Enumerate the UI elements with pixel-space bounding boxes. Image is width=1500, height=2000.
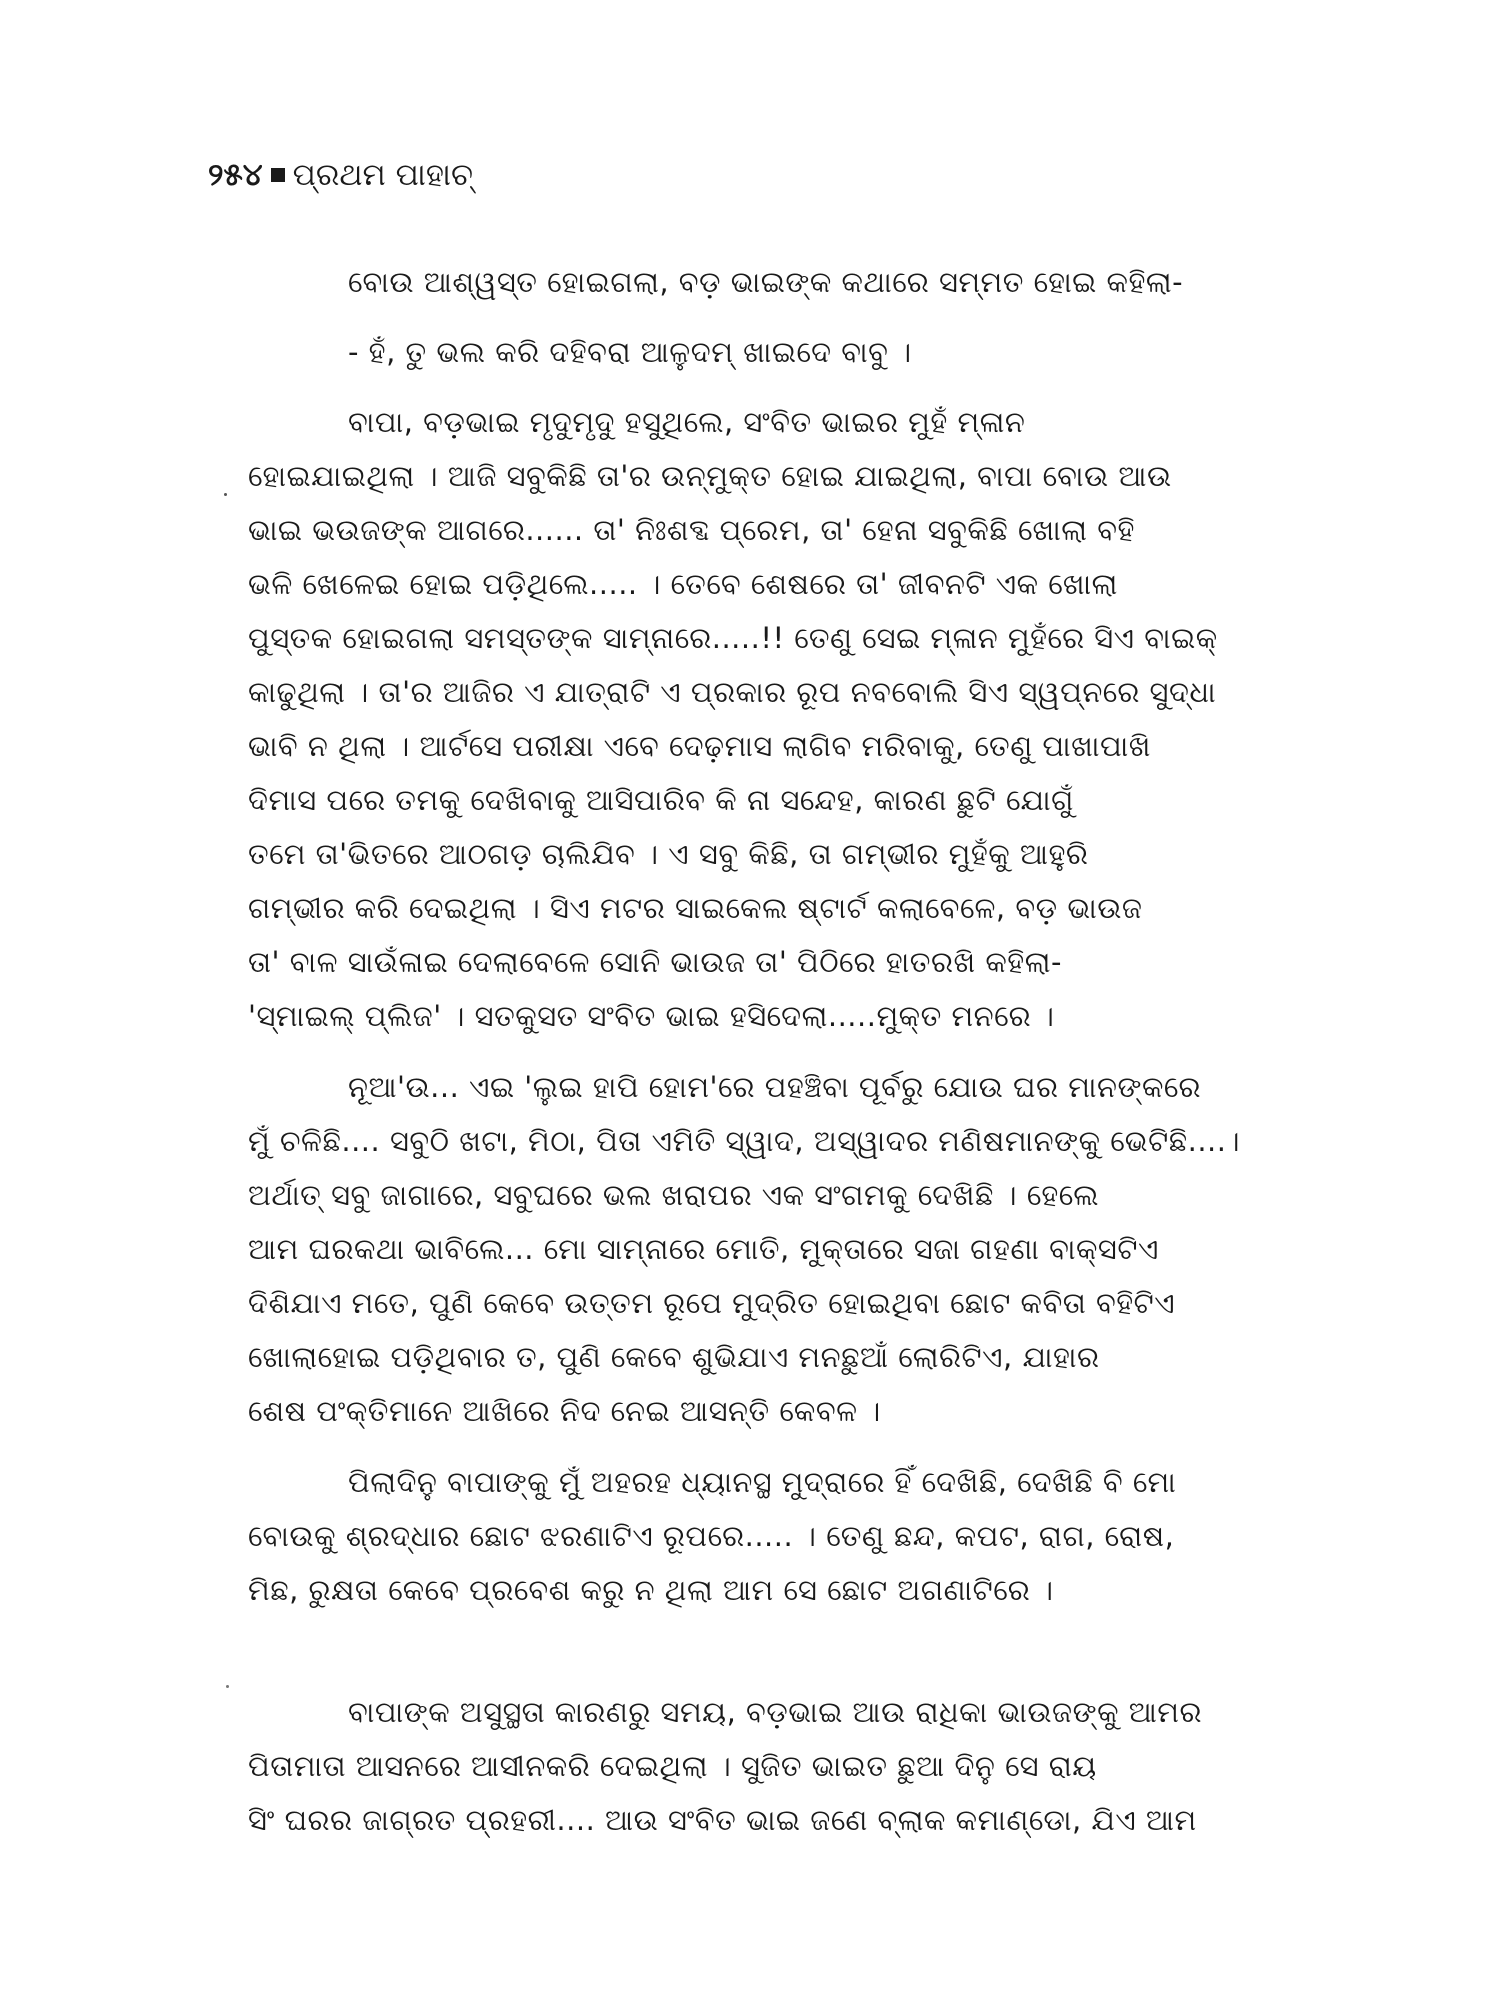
text-line: ବାପାଙ୍କ ଅସୁସ୍ଥତା କାରଣରୁ ସମୟ, ବଡ଼ଭାଇ ଆଉ ରାଧିକା ଭାଉଜଙ୍କୁ ଆମର (348, 1695, 1202, 1729)
scan-speck (224, 493, 227, 496)
book-title: ପ୍ରଥମ ପାହାଚ୍ (292, 157, 474, 193)
paragraph-6 (248, 1685, 1202, 1847)
header-square-bullet (271, 168, 285, 182)
text-line: ବୋଉକୁ ଶ୍ରଦ୍ଧାର ଛୋଟ ଝରଣାଟିଏ ରୂପରେ..... । ତେଣୁ ଛନ୍ଦ, କପଟ, ରାଗ, ରୋଷ, (248, 1519, 1175, 1553)
text-line: ଶେଷ ପଂକ୍ତିମାନେ ଆଖିରେ ନିଦ ନେଇ ଆସନ୍ତି କେବଳ । (248, 1394, 881, 1428)
page-number: ୨୫୪ (208, 157, 263, 193)
text-line: ଗମ୍ଭୀର କରି ଦେଇଥିଲା । ସିଏ ମଟର ସାଇକେଲ ଷ୍ଟାର୍ଟ କଲାବେଳେ, ବଡ଼ ଭାଉଜ (248, 891, 1143, 925)
text-line: 'ସ୍ମାଇଲ୍ ପ୍ଲିଜ' । ସତକୁସତ ସଂବିତ ଭାଇ ହସିଦେଲା.....ମୁକ୍ତ ମନରେ । (248, 999, 1055, 1033)
text-line: ଭାବି ନ ଥିଲା । ଆର୍ଟସେ ପରୀକ୍ଷା ଏବେ ଦେଢ଼ମାସ ଲାଗିବ ମରିବାକୁ, ତେଣୁ ପାଖାପାଖି (248, 729, 1151, 763)
paragraph-4 (248, 1060, 1241, 1438)
text-line: ବୋଉ ଆଶ୍ୱସ୍ତ ହୋଇଗଲା, ବଡ଼ ଭାଇଙ୍କ କଥାରେ ସମ୍ମତ ହୋଇ କହିଲା- (348, 265, 1184, 299)
text-line: ଭାଇ ଭଉଜଙ୍କ ଆଗରେ...... ତା' ନିଃଶବ୍ଦ ପ୍ରେମ, ତା' ହେନା ସବୁକିଛି ଖୋଲା ବହି (248, 513, 1135, 547)
text-line: ପିଲାଦିନୁ ବାପାଙ୍କୁ ମୁଁ ଅହରହ ଧ୍ୟାନସ୍ଥ ମୁଦ୍ରାରେ ହିଁ ଦେଖିଛି, ଦେଖିଛି ବି ମୋ (348, 1465, 1177, 1499)
text-line: ଅର୍ଥାତ୍ ସବୁ ଜାଗାରେ, ସବୁଘରେ ଭଲ ଖରାପର ଏକ ସଂଗମକୁ ଦେଖିଛି । ହେଲେ (248, 1178, 1100, 1212)
paragraph-1 (348, 255, 1183, 309)
text-line: ଦିମାସ ପରେ ତମକୁ ଦେଖିବାକୁ ଆସିପାରିବ କି ନା ସନ୍ଦେହ, କାରଣ ଛୁଟି ଯୋଗୁଁ (248, 783, 1074, 817)
text-line: ବାପା, ବଡ଼ଭାଇ ମୃଦୁମୃଦୁ ହସୁଥିଲେ, ସଂବିତ ଭାଇର ମୁହଁ ମ୍ଳାନ (348, 405, 1026, 439)
paragraph-5 (248, 1455, 1177, 1617)
text-line: ମିଛ, ରୁକ୍ଷତା କେବେ ପ୍ରବେଶ କରୁ ନ ଥିଲା ଆମ ସେ ଛୋଟ ଅଗଣାଟିରେ । (248, 1573, 1054, 1607)
text-line: ତା' ବାଳ ସାଉଁଳାଇ ଦେଲାବେଳେ ସୋନି ଭାଉଜ ତା' ପିଠିରେ ହାତରଖି କହିଲା- (248, 945, 1062, 979)
paragraph-3 (248, 395, 1218, 1043)
text-line: ତମେ ତା'ଭିତରେ ଆଠଗଡ଼ ଚାଲିଯିବ । ଏ ସବୁ କିଛି, ତା ଗମ୍ଭୀର ମୁହଁକୁ ଆହୁରି (248, 837, 1089, 871)
text-line: କାଢୁଥିଲା । ତା'ର ଆଜିର ଏ ଯାତ୍ରାଟି ଏ ପ୍ରକାର ରୂପ ନବବୋଲି ସିଏ ସ୍ୱପ୍ନରେ ସୁଦ୍ଧା (248, 675, 1217, 709)
text-line: ଆମ ଘରକଥା ଭାବିଲେ... ମୋ ସାମ୍ନାରେ ମୋତି, ମୁକ୍ତାରେ ସଜା ଗହଣା ବାକ୍ସଟିଏ (248, 1232, 1159, 1266)
scan-speck (226, 1685, 229, 1688)
text-line: ସିଂ ଘରର ଜାଗ୍ରତ ପ୍ରହରୀ.... ଆଉ ସଂବିତ ଭାଇ ଜଣେ ବ୍ଲାକ କମାଣ୍ଡୋ, ଯିଏ ଆମ (248, 1803, 1197, 1837)
text-line: ହୋଇଯାଇଥିଲା । ଆଜି ସବୁକିଛି ତା'ର ଉନ୍ମୁକ୍ତ ହୋଇ ଯାଇଥିଲା, ବାପା ବୋଉ ଆଉ (248, 459, 1172, 493)
paragraph-2 (348, 325, 912, 379)
text-line: ନୂଆ'ଉ... ଏଇ 'ଲୁଇ ହାପି ହୋମ'ରେ ପହଞ୍ଚିବା ପୂର୍ବରୁ ଯୋଉ ଘର ମାନଙ୍କରେ (348, 1070, 1201, 1104)
text-line: ଭଳି ଖେଳେଇ ହୋଇ ପଡ଼ିଥିଲେ..... । ତେବେ ଶେଷରେ ତା' ଜୀବନଟି ଏକ ଖୋଲା (248, 567, 1118, 601)
text-line: ପିତାମାତା ଆସନରେ ଆସୀନକରି ଦେଇଥିଲା । ସୁଜିତ ଭାଇତ ଛୁଆ ଦିନୁ ସେ ରାୟ (248, 1749, 1097, 1783)
text-line: ଦିଶିଯାଏ ମତେ, ପୁଣି କେବେ ଉତ୍ତମ ରୂପେ ମୁଦ୍ରିତ ହୋଇଥିବା ଛୋଟ କବିତା ବହିଟିଏ (248, 1286, 1176, 1320)
text-line: ପୁସ୍ତକ ହୋଇଗଲା ସମସ୍ତଙ୍କ ସାମ୍ନାରେ.....!! ତେଣୁ ସେଇ ମ୍ଳାନ ମୁହଁରେ ସିଏ ବାଇକ୍ (248, 621, 1218, 655)
text-line: ମୁଁ ଚଳିଛି.... ସବୁଠି ଖଟା, ମିଠା, ପିତା ଏମିତି ସ୍ୱାଦ, ଅସ୍ୱାଦର ମଣିଷମାନଙ୍କୁ ଭେଟିଛି....। (248, 1124, 1241, 1158)
text-line: ଖୋଲାହୋଇ ପଡ଼ିଥିବାର ତ, ପୁଣି କେବେ ଶୁଭିଯାଏ ମନଛୁଆଁ ଲୋରିଟିଏ, ଯାହାର (248, 1340, 1100, 1374)
page-header (208, 155, 473, 195)
text-line: - ହଁ, ତୁ ଭଲ କରି ଦହିବରା ଆଳୁଦମ୍ ଖାଇଦେ ବାବୁ । (348, 335, 912, 369)
